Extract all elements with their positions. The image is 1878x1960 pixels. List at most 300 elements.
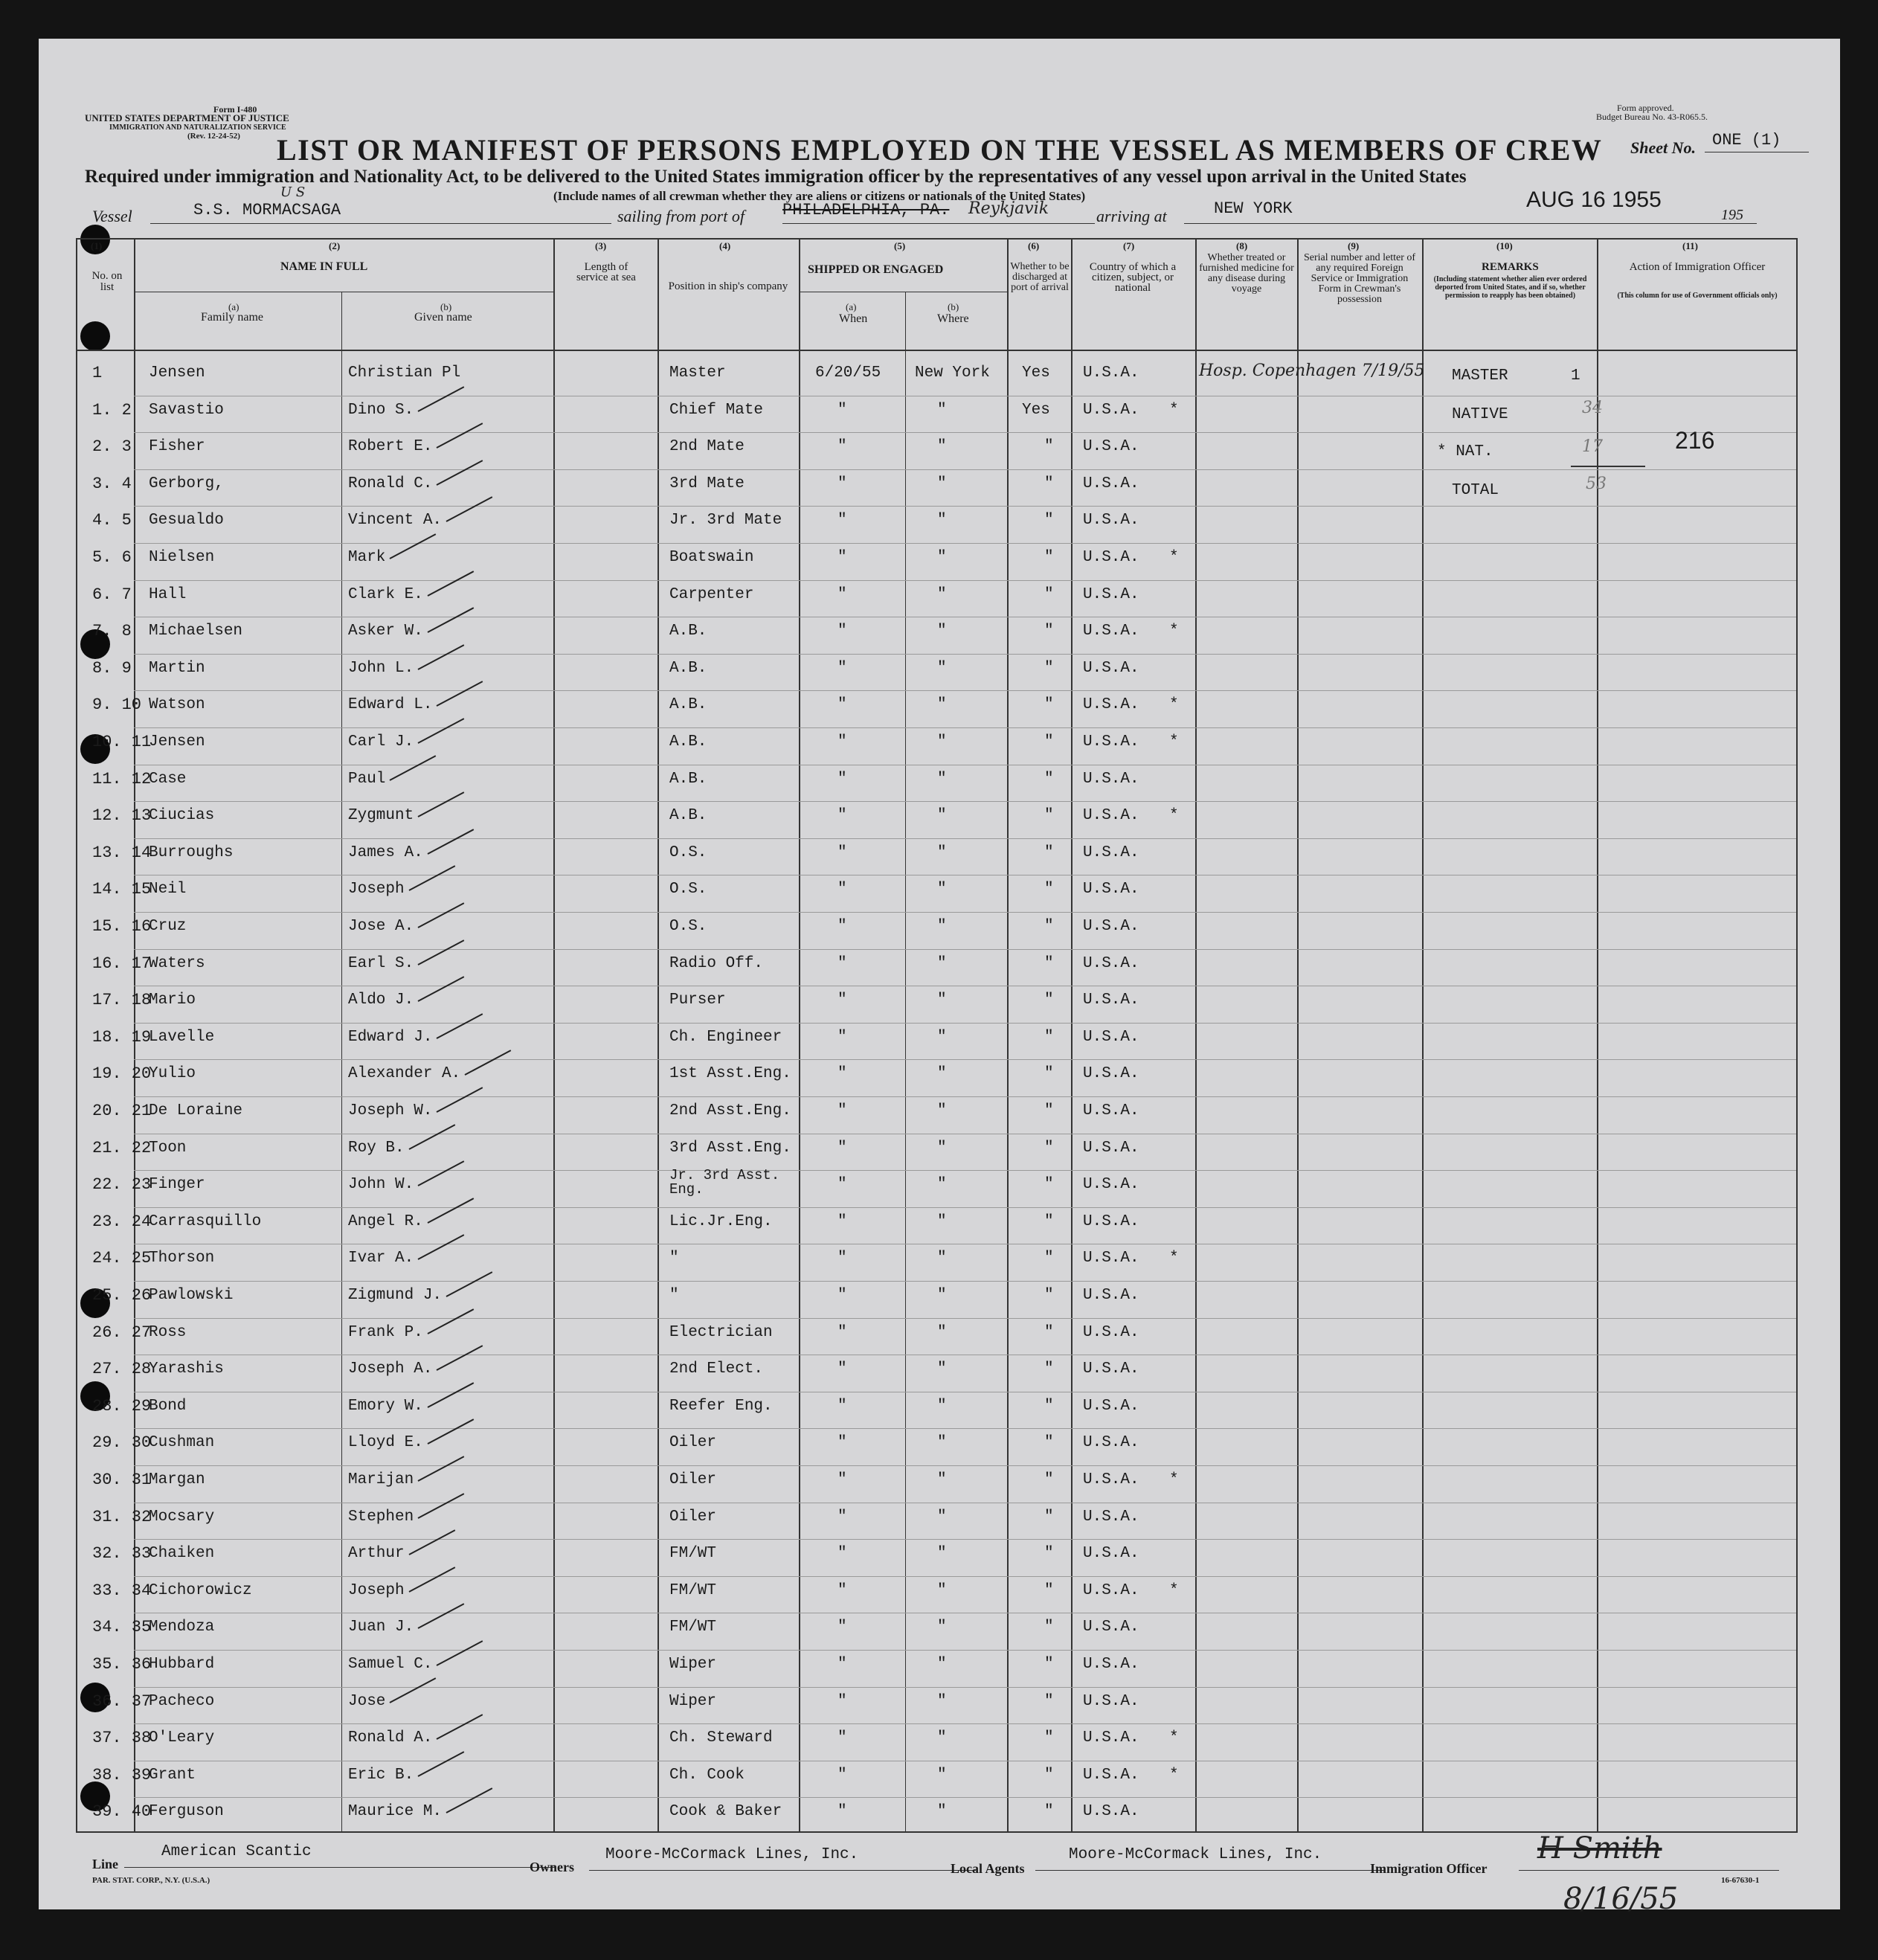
- row-rule: [134, 1797, 1796, 1798]
- col2b-label: Given name: [414, 311, 472, 324]
- nationality: U.S.A.: [1083, 549, 1139, 566]
- manifest-sheet: [39, 39, 1840, 1916]
- check-mark: [437, 1087, 483, 1113]
- col5-label: SHIPPED OR ENGAGED: [808, 263, 944, 276]
- discharge: ": [1044, 1803, 1054, 1821]
- shipped-where: ": [937, 696, 947, 714]
- position: 2nd Elect.: [669, 1360, 764, 1378]
- row-number: 21. 22: [92, 1138, 152, 1157]
- discharge: ": [1044, 1176, 1054, 1194]
- row-number: 22. 23: [92, 1175, 152, 1195]
- row-number: 28. 29: [92, 1396, 152, 1416]
- position: ": [669, 1250, 679, 1267]
- position: A.B.: [669, 659, 707, 677]
- col2a-label: Family name: [201, 311, 263, 324]
- family-name: Neil: [149, 881, 187, 899]
- row-rule: [134, 1023, 1796, 1024]
- family-name: Waters: [149, 954, 205, 972]
- family-name: Martin: [149, 659, 205, 677]
- position: Ch. Steward: [669, 1729, 773, 1747]
- row-number: 29. 30: [92, 1433, 152, 1453]
- col2a-num: (a): [228, 301, 239, 312]
- shipped-when: ": [837, 770, 847, 788]
- given-name: Lloyd E.: [348, 1434, 423, 1452]
- col7-num: (7): [1123, 240, 1135, 251]
- position: FM/WT: [669, 1581, 717, 1599]
- shipped-when: ": [837, 733, 847, 751]
- row-rule: [134, 580, 1796, 581]
- given-name: Marijan: [348, 1471, 414, 1488]
- given-name: Maurice M.: [348, 1803, 443, 1821]
- family-name: Grant: [149, 1766, 196, 1784]
- row-number: 9. 10: [92, 695, 142, 715]
- shipped-when: ": [837, 1692, 847, 1710]
- remark-master: MASTER: [1452, 367, 1508, 385]
- shipped-where: ": [937, 549, 947, 566]
- nationality: U.S.A.: [1083, 475, 1139, 492]
- row-rule: [134, 1687, 1796, 1688]
- shipped-when: ": [837, 1397, 847, 1415]
- given-name: Clark E.: [348, 585, 423, 603]
- check-mark: [418, 644, 465, 670]
- col5b-num: (b): [948, 301, 959, 312]
- row-rule: [134, 1539, 1796, 1540]
- position: Ch. Engineer: [669, 1028, 782, 1046]
- family-name: Gesualdo: [149, 512, 224, 530]
- check-mark: [427, 1419, 474, 1445]
- shipped-where: ": [937, 1360, 947, 1378]
- col6-num: (6): [1028, 240, 1040, 251]
- given-name: Samuel C.: [348, 1656, 433, 1673]
- given-name: Ivar A.: [348, 1250, 414, 1267]
- family-name: Watson: [149, 696, 205, 714]
- row-number: 11. 12: [92, 769, 152, 788]
- nationality: U.S.A.: [1083, 659, 1139, 677]
- family-name: Ferguson: [149, 1803, 224, 1821]
- discharge: ": [1044, 1065, 1054, 1083]
- family-name: Lavelle: [149, 1028, 215, 1046]
- row-number: 1: [92, 364, 103, 382]
- form-title: LIST OR MANIFEST OF PERSONS EMPLOYED ON THE VESSEL AS MEMBERS OF CREW: [277, 133, 1603, 167]
- discharge: ": [1044, 512, 1054, 530]
- nationality: U.S.A.: [1083, 1212, 1139, 1230]
- family-name: Cushman: [149, 1434, 215, 1452]
- shipped-when: ": [837, 1766, 847, 1784]
- shipped-when: ": [837, 1065, 847, 1083]
- officer-label: Immigration Officer: [1370, 1861, 1488, 1876]
- medical-note: Hosp. Copenhagen 7/19/55: [1199, 362, 1425, 380]
- discharge: ": [1044, 1028, 1054, 1046]
- shipped-where: ": [937, 659, 947, 677]
- sheet-label: Sheet No.: [1630, 138, 1696, 157]
- row-rule: [134, 1096, 1796, 1097]
- remark-total: TOTAL: [1452, 482, 1499, 499]
- port-from-handwritten: Reykjavik: [968, 199, 1049, 218]
- service: IMMIGRATION AND NATURALIZATION SERVICE: [109, 123, 286, 132]
- discharge: ": [1044, 1287, 1054, 1304]
- check-mark: [446, 1788, 493, 1814]
- row-number: 8. 9: [92, 658, 132, 678]
- owners-value: Moore-McCormack Lines, Inc.: [605, 1846, 859, 1863]
- shipped-when: ": [837, 1434, 847, 1452]
- row-rule: [134, 1059, 1796, 1060]
- check-mark: [418, 1160, 465, 1186]
- discharge: ": [1044, 954, 1054, 972]
- owners-label: Owners: [530, 1860, 574, 1874]
- given-name: Frank P.: [348, 1323, 423, 1341]
- shipped-where: ": [937, 1028, 947, 1046]
- shipped-where: ": [937, 512, 947, 530]
- row-rule: [134, 1723, 1796, 1724]
- given-name: Juan J.: [348, 1619, 414, 1636]
- family-name: Hubbard: [149, 1656, 215, 1673]
- col10-num: (10): [1496, 240, 1513, 251]
- row-rule: [134, 801, 1796, 802]
- row-number: 12. 13: [92, 806, 152, 826]
- shipped-where: ": [937, 1065, 947, 1083]
- position: 1st Asst.Eng.: [669, 1065, 791, 1083]
- row-number: 32. 33: [92, 1544, 152, 1564]
- nationality: U.S.A.: [1083, 1065, 1139, 1083]
- given-name: Stephen: [348, 1508, 414, 1526]
- check-mark: [418, 902, 465, 928]
- nationality: U.S.A.: [1083, 1508, 1139, 1526]
- col4-num: (4): [719, 240, 731, 251]
- shipped-when: ": [837, 1139, 847, 1157]
- year-suffix: 195: [1721, 207, 1743, 223]
- check-mark: [427, 1382, 474, 1408]
- shipped-where: ": [937, 1471, 947, 1488]
- position: Radio Off.: [669, 954, 764, 972]
- col1-num: (1): [91, 240, 103, 251]
- col4-label: Position in ship's company: [668, 280, 788, 292]
- given-name: John L.: [348, 659, 414, 677]
- shipped-when: ": [837, 1323, 847, 1341]
- given-name: Emory W.: [348, 1397, 423, 1415]
- family-name: Carrasquillo: [149, 1212, 262, 1230]
- shipped-where: ": [937, 1397, 947, 1415]
- vessel-label: Vessel: [92, 207, 132, 225]
- position: Wiper: [669, 1656, 717, 1673]
- discharge: ": [1044, 1360, 1054, 1378]
- family-name: Mocsary: [149, 1508, 215, 1526]
- row-number: 24. 25: [92, 1249, 152, 1268]
- given-name: Joseph A.: [348, 1360, 433, 1378]
- col8-num: (8): [1236, 240, 1248, 251]
- row-rule: [134, 690, 1796, 691]
- position: Jr. 3rd Mate: [669, 512, 782, 530]
- position: ": [669, 1287, 679, 1304]
- row-number: 1. 2: [92, 400, 132, 420]
- row-number: 13. 14: [92, 843, 152, 862]
- nationality: U.S.A.: [1083, 438, 1139, 456]
- row-rule: [134, 1465, 1796, 1466]
- discharge: ": [1044, 1545, 1054, 1563]
- shipped-when: ": [837, 1360, 847, 1378]
- position: A.B.: [669, 770, 707, 788]
- given-name: Aldo J.: [348, 992, 414, 1009]
- position: Oiler: [669, 1508, 717, 1526]
- family-name: Savastio: [149, 401, 224, 419]
- family-name: Thorson: [149, 1250, 215, 1267]
- position: 3rd Mate: [669, 475, 745, 492]
- given-name: Edward J.: [348, 1028, 433, 1046]
- shipped-when: ": [837, 1028, 847, 1046]
- col7-label: Country of which a citizen, subject, or national: [1089, 261, 1177, 294]
- row-number: 3. 4: [92, 474, 132, 493]
- vessel-handwritten: U S: [280, 184, 306, 200]
- family-name: Ross: [149, 1323, 187, 1341]
- row-number: 37. 38: [92, 1729, 152, 1748]
- row-number: 23. 24: [92, 1212, 152, 1231]
- shipped-where: ": [937, 770, 947, 788]
- discharge: ": [1044, 1397, 1054, 1415]
- check-mark: [437, 1640, 483, 1666]
- shipped-when: ": [837, 1581, 847, 1599]
- family-name: Pawlowski: [149, 1287, 234, 1304]
- given-name: Arthur: [348, 1545, 405, 1563]
- shipped-where: ": [937, 1323, 947, 1341]
- remark-native: NATIVE: [1452, 406, 1508, 423]
- row-rule: [134, 1281, 1796, 1282]
- family-name: Margan: [149, 1471, 205, 1488]
- given-name: Vincent A.: [348, 512, 443, 530]
- shipped-where: ": [937, 623, 947, 640]
- row-number: 18. 19: [92, 1027, 152, 1047]
- position: FM/WT: [669, 1619, 717, 1636]
- shipped-where: ": [937, 733, 947, 751]
- row-number: 27. 28: [92, 1360, 152, 1379]
- vessel-name: S.S. MORMACSAGA: [193, 201, 341, 219]
- naturalized-mark: *: [1169, 1729, 1179, 1747]
- col11-label: Action of Immigration Officer: [1629, 261, 1766, 273]
- family-name: Yulio: [149, 1065, 196, 1083]
- position: FM/WT: [669, 1545, 717, 1563]
- remark-nat: * NAT.: [1437, 443, 1493, 460]
- shipped-when: ": [837, 1656, 847, 1673]
- discharge: ": [1044, 881, 1054, 899]
- naturalized-mark: *: [1169, 1471, 1179, 1488]
- row-number: 30. 31: [92, 1471, 152, 1489]
- nationality: U.S.A.: [1083, 1028, 1139, 1046]
- nationality: U.S.A.: [1083, 623, 1139, 640]
- family-name: Mendoza: [149, 1619, 215, 1636]
- position: O.S.: [669, 844, 707, 861]
- nationality: U.S.A.: [1083, 1139, 1139, 1157]
- position: Oiler: [669, 1471, 717, 1488]
- col5b-label: Where: [937, 312, 969, 325]
- family-name: Cruz: [149, 918, 187, 935]
- row-rule: [134, 1170, 1796, 1171]
- discharge: Yes: [1022, 401, 1050, 419]
- check-mark: [408, 1529, 455, 1555]
- discharge: ": [1044, 807, 1054, 825]
- row-number: 7. 8: [92, 622, 132, 641]
- naturalized-mark: *: [1169, 696, 1179, 714]
- position: Purser: [669, 992, 726, 1009]
- position: Chief Mate: [669, 401, 764, 419]
- shipped-where: ": [937, 475, 947, 492]
- family-name: Case: [149, 770, 187, 788]
- port-from: PHILADELPHIA, PA.: [782, 201, 950, 219]
- row-number: 20. 21: [92, 1102, 152, 1120]
- discharge: ": [1044, 733, 1054, 751]
- row-number: 10. 11: [92, 733, 152, 751]
- discharge: ": [1044, 623, 1054, 640]
- nationality: U.S.A.: [1083, 1287, 1139, 1304]
- shipped-where: ": [937, 1508, 947, 1526]
- position: A.B.: [669, 807, 707, 825]
- nationality: U.S.A.: [1083, 1397, 1139, 1415]
- shipped-when: ": [837, 696, 847, 714]
- nationality: U.S.A.: [1083, 1729, 1139, 1747]
- nationality: U.S.A.: [1083, 1360, 1139, 1378]
- shipped-when: ": [837, 659, 847, 677]
- given-name: Roy B.: [348, 1139, 405, 1157]
- shipped-where: ": [937, 918, 947, 935]
- row-number: 38. 39: [92, 1765, 152, 1784]
- check-mark: [408, 1567, 455, 1593]
- family-name: Mario: [149, 992, 196, 1009]
- shipped-where: ": [937, 1803, 947, 1821]
- discharge: ": [1044, 992, 1054, 1009]
- sheet-number: ONE (1): [1712, 131, 1781, 150]
- nationality: U.S.A.: [1083, 364, 1139, 382]
- given-name: Joseph: [348, 881, 405, 899]
- check-mark: [418, 1456, 465, 1482]
- shipped-where: ": [937, 1287, 947, 1304]
- form-number: Form I-480: [213, 104, 257, 115]
- family-name: Hall: [149, 585, 187, 603]
- shipped-when: ": [837, 844, 847, 861]
- position: Carpenter: [669, 585, 754, 603]
- shipped-when: ": [837, 438, 847, 456]
- discharge: ": [1044, 1212, 1054, 1230]
- shipped-where: ": [937, 1434, 947, 1452]
- check-mark: [418, 386, 465, 412]
- discharge: ": [1044, 770, 1054, 788]
- naturalized-mark: *: [1169, 1250, 1179, 1267]
- discharge: ": [1044, 1619, 1054, 1636]
- remark-total-count: 53: [1586, 475, 1607, 493]
- nationality: U.S.A.: [1083, 1250, 1139, 1267]
- row-rule: [134, 543, 1796, 544]
- nationality: U.S.A.: [1083, 1323, 1139, 1341]
- shipped-where: ": [937, 1619, 947, 1636]
- nationality: U.S.A.: [1083, 807, 1139, 825]
- shipped-where: ": [937, 438, 947, 456]
- discharge: ": [1044, 1692, 1054, 1710]
- given-name: Edward L.: [348, 696, 433, 714]
- nationality: U.S.A.: [1083, 1619, 1139, 1636]
- position: Lic.Jr.Eng.: [669, 1212, 773, 1230]
- naturalized-mark: *: [1169, 623, 1179, 640]
- nationality: U.S.A.: [1083, 512, 1139, 530]
- col8-label: Whether treated or furnished medicine for any disease during voyage: [1199, 252, 1294, 295]
- naturalized-mark: *: [1169, 1766, 1179, 1784]
- nationality: U.S.A.: [1083, 1176, 1139, 1194]
- position: A.B.: [669, 733, 707, 751]
- position: Oiler: [669, 1434, 717, 1452]
- col11-note: (This column for use of Government officials only): [1617, 292, 1778, 300]
- family-name: Fisher: [149, 438, 205, 456]
- discharge: ": [1044, 585, 1054, 603]
- discharge: ": [1044, 475, 1054, 492]
- col9-num: (9): [1348, 240, 1360, 251]
- family-name: Chaiken: [149, 1545, 215, 1563]
- col5a-label: When: [839, 312, 868, 325]
- shipped-when: ": [837, 1471, 847, 1488]
- position: Jr. 3rd Asst. Eng.: [669, 1167, 780, 1198]
- position: Boatswain: [669, 549, 754, 566]
- given-name: Earl S.: [348, 954, 414, 972]
- family-name: Pacheco: [149, 1692, 215, 1710]
- check-mark: [408, 1124, 455, 1150]
- family-name: Ciucias: [149, 807, 215, 825]
- given-name: Dino S.: [348, 401, 414, 419]
- check-mark: [427, 829, 474, 855]
- shipped-where: ": [937, 992, 947, 1009]
- row-number: 25. 26: [92, 1286, 152, 1305]
- row-rule: [134, 838, 1796, 839]
- discharge: ": [1044, 659, 1054, 677]
- discharge: ": [1044, 1729, 1054, 1747]
- given-name: Ronald A.: [348, 1729, 433, 1747]
- shipped-when: ": [837, 1102, 847, 1119]
- remark-master-count: 1: [1571, 367, 1580, 385]
- position: Reefer Eng.: [669, 1397, 773, 1415]
- row-rule: [134, 1428, 1796, 1429]
- given-name: Jose: [348, 1692, 386, 1710]
- nationality: U.S.A.: [1083, 881, 1139, 899]
- nationality: U.S.A.: [1083, 1656, 1139, 1673]
- shipped-when: ": [837, 807, 847, 825]
- shipped-when: ": [837, 1212, 847, 1230]
- position: Cook & Baker: [669, 1803, 782, 1821]
- discharge: ": [1044, 1581, 1054, 1599]
- shipped-when: ": [837, 475, 847, 492]
- shipped-when: 6/20/55: [815, 364, 881, 382]
- check-mark: [437, 681, 483, 707]
- col1-label: No. on list: [91, 270, 123, 293]
- nationality: U.S.A.: [1083, 1545, 1139, 1563]
- naturalized-mark: *: [1169, 807, 1179, 825]
- discharge: ": [1044, 1766, 1054, 1784]
- port-to: NEW YORK: [1214, 199, 1293, 218]
- given-name: Mark: [348, 549, 386, 566]
- given-name: Zygmunt: [348, 807, 414, 825]
- nationality: U.S.A.: [1083, 992, 1139, 1009]
- shipped-where: ": [937, 1212, 947, 1230]
- shipped-where: ": [937, 401, 947, 419]
- print-code: 16-67630-1: [1721, 1876, 1760, 1885]
- row-number: 26. 27: [92, 1323, 152, 1342]
- discharge: ": [1044, 696, 1054, 714]
- row-rule: [134, 949, 1796, 950]
- shipped-when: ": [837, 881, 847, 899]
- discharge: ": [1044, 1434, 1054, 1452]
- check-mark: [390, 755, 437, 781]
- row-number: 6. 7: [92, 585, 132, 604]
- position: 2nd Asst.Eng.: [669, 1102, 791, 1119]
- remark-nat-count: 17: [1582, 437, 1603, 456]
- family-name: Michaelsen: [149, 623, 243, 640]
- shipped-where: ": [937, 1102, 947, 1119]
- row-number: 39. 40: [92, 1802, 152, 1822]
- given-name: Jose A.: [348, 918, 414, 935]
- family-name: Cichorowicz: [149, 1581, 252, 1599]
- shipped-when: ": [837, 1545, 847, 1563]
